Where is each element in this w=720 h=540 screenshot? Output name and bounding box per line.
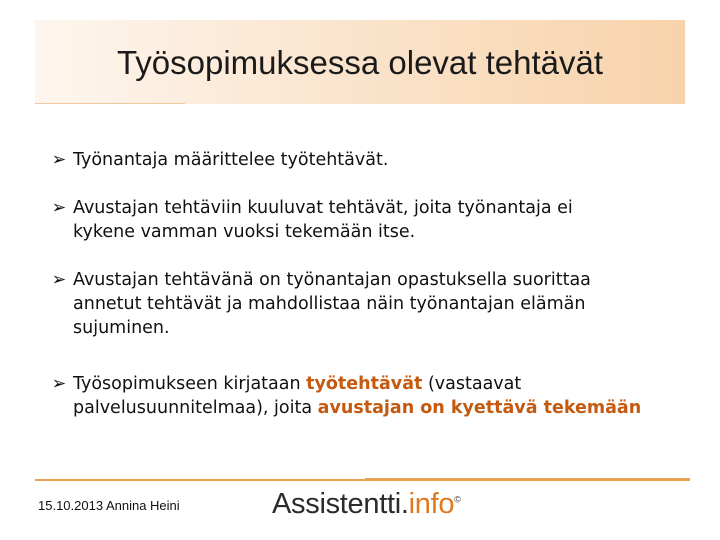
- bullet-line: [50, 396, 641, 420]
- arrow-bullet-icon: ➢: [51, 198, 67, 218]
- arrow-bullet-icon: ➢: [51, 374, 67, 394]
- logo-accent-text: info: [408, 488, 455, 520]
- bullet-3: [50, 268, 591, 340]
- assistentti-logo: [272, 488, 461, 521]
- bullet-line: Avustajan tehtäviin kuuluvat tehtävät, joita työnantaja ei: [73, 198, 573, 218]
- footer-date-author: 15.10.2013 Annina Heini: [38, 498, 180, 513]
- bullet-2: [50, 196, 573, 244]
- footer-divider-right: [365, 478, 690, 481]
- bullet-text: palvelusuunnitelmaa), joita: [73, 398, 318, 418]
- highlight-text: työtehtävät: [306, 374, 423, 394]
- bullet-line: annetut tehtävät ja mahdollistaa näin työnantajan elämän: [73, 294, 586, 314]
- title-underline: [35, 103, 185, 104]
- bullet-line: sujuminen.: [73, 318, 170, 338]
- logo-main-text: Assistentti.: [272, 488, 409, 520]
- bullet-line: [50, 372, 641, 396]
- bullet-text: Työsopimukseen kirjataan: [73, 374, 307, 394]
- arrow-bullet-icon: ➢: [51, 150, 67, 170]
- bullet-line: Avustajan tehtävänä on työnantajan opastuksella suorittaa: [73, 270, 591, 290]
- highlight-text: avustajan on kyettävä tekemään: [317, 398, 642, 418]
- bullet-line: kykene vamman vuoksi tekemään itse.: [73, 222, 416, 242]
- bullet-line: Työnantaja määrittelee työtehtävät.: [73, 150, 389, 170]
- slide-title: Työsopimuksessa olevat tehtävät: [116, 44, 604, 81]
- footer-divider-left: [35, 479, 365, 481]
- bullet-4: [50, 372, 641, 420]
- bullet-1: [50, 148, 388, 172]
- copyright-mark: ©: [454, 494, 461, 505]
- arrow-bullet-icon: ➢: [51, 270, 67, 290]
- bullet-text: (vastaavat: [422, 374, 522, 394]
